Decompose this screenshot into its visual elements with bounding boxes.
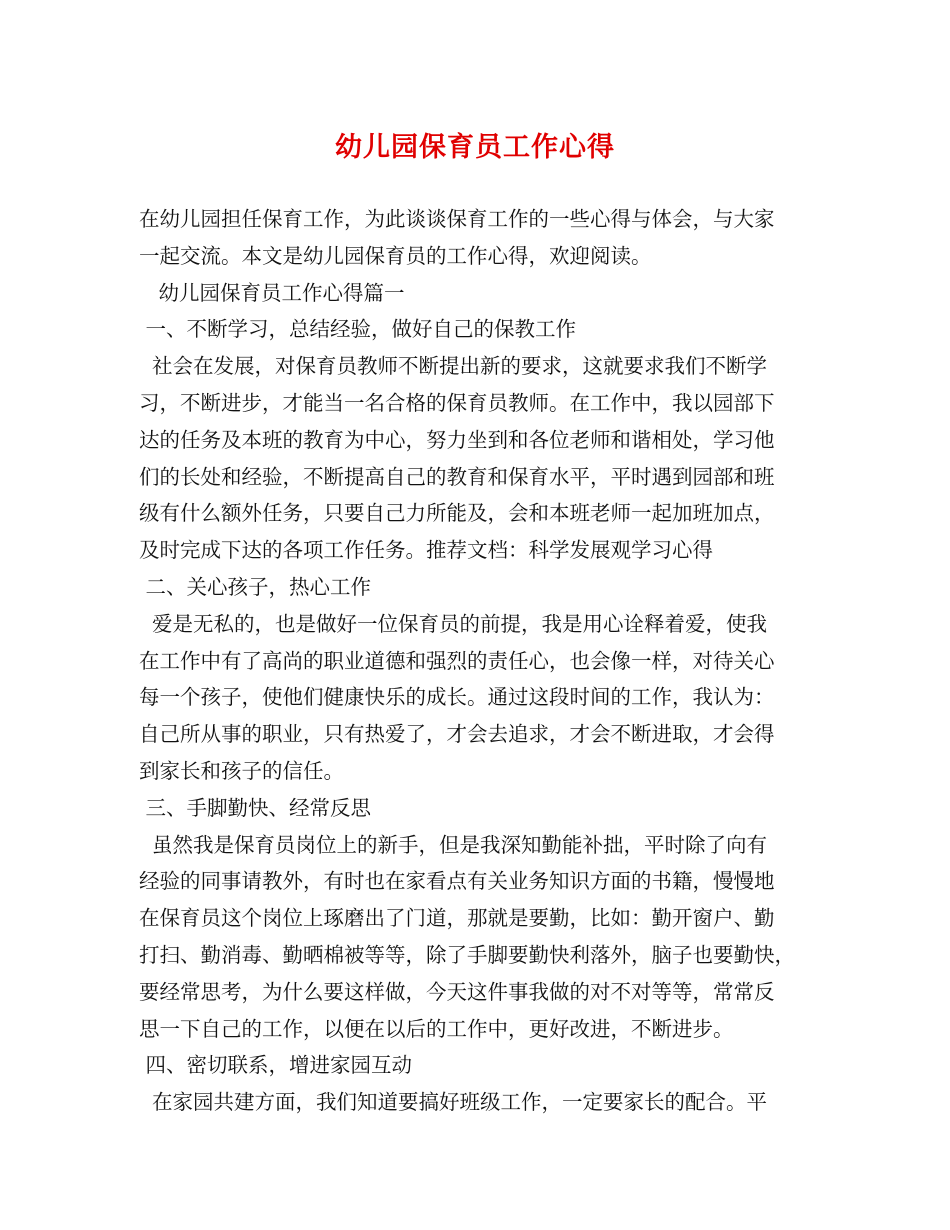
text-line: 打扫、勤消毒、勤晒棉被等等，除了手脚要勤快利落外，脑子也要勤快， [139,942,795,967]
text-line: 思一下自己的工作，以便在以后的工作中，更好改进，不断进步。 [139,1016,734,1041]
text-line: 级有什么额外任务，只要自己力所能及，会和本班老师一起加班加点， [139,501,775,526]
text-line: 在工作中有了高尚的职业道德和强烈的责任心，也会像一样，对待关心 [139,648,775,673]
text-line: 幼儿园保育员工作心得篇一 [139,280,405,305]
text-line: 一、不断学习，总结经验，做好自己的保教工作 [139,317,577,342]
text-line: 在幼儿园担任保育工作，为此谈谈保育工作的一些心得与体会，与大家 [139,207,775,231]
document-title: 幼儿园保育员工作心得 [335,132,615,163]
text-line: 达的任务及本班的教育为中心，努力坐到和各位老师和谐相处，学习他 [139,427,775,452]
document-body [139,201,829,1121]
text-line: 每一个孩子，使他们健康快乐的成长。通过这段时间的工作，我认为： [139,685,775,710]
text-line: 社会在发展，对保育员教师不断提出新的要求，这就要求我们不断学 [139,354,768,379]
text-line: 自己所从事的职业，只有热爱了，才会去追求，才会不断进取，才会得 [139,722,775,747]
text-line: 一起交流。本文是幼儿园保育员的工作心得，欢迎阅读。 [139,243,652,268]
text-line: 在家园共建方面，我们知道要搞好班级工作，一定要家长的配合。平 [139,1090,768,1115]
text-line: 三、手脚勤快、经常反思 [139,795,372,820]
text-line: 二、关心孩子，热心工作 [139,574,372,599]
text-line: 到家长和孩子的信任。 [139,758,344,783]
text-line: 习，不断进步，才能当一名合格的保育员教师。在工作中，我以园部下 [139,390,775,415]
text-line: 经验的同事请教外，有时也在家看点有关业务知识方面的书籍，慢慢地 [139,869,775,894]
text-line: 虽然我是保育员岗位上的新手，但是我深知勤能补拙，平时除了向有 [139,832,768,857]
text-line: 四、密切联系，增进家园互动 [139,1053,413,1078]
text-line: 在保育员这个岗位上琢磨出了门道，那就是要勤，比如：勤开窗户、勤 [139,906,775,931]
text-line: 及时完成下达的各项工作任务。推荐文档：科学发展观学习心得 [139,538,713,563]
text-line: 要经常思考，为什么要这样做，今天这件事我做的对不对等等，常常反 [139,979,775,1004]
text-line: 爱是无私的，也是做好一位保育员的前提，我是用心诠释着爱，使我 [139,611,768,636]
text-line: 们的长处和经验，不断提高自己的教育和保育水平，平时遇到园部和班 [139,464,775,489]
